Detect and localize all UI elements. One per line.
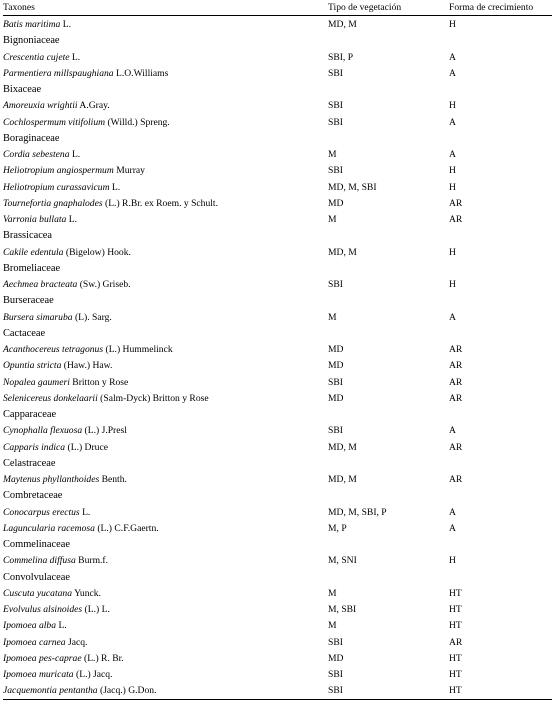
- taxon-cell: [3, 521, 159, 537]
- species-row: [3, 553, 552, 569]
- species-author: L.: [58, 620, 67, 632]
- growth-form-cell: AR: [449, 214, 463, 225]
- taxon-cell: [3, 586, 101, 602]
- taxon-cell: [3, 245, 131, 261]
- growth-form-cell: AR: [449, 197, 463, 209]
- taxon-cell: [3, 553, 108, 569]
- species-row: [3, 98, 552, 114]
- species-author: (L.) R.Br. ex Roem. y Schult.: [105, 197, 218, 209]
- family-name: Commelinaceae: [3, 539, 70, 550]
- species-author: (L.) R. Br.: [84, 652, 124, 664]
- family-row: [3, 82, 552, 98]
- species-row: [3, 50, 552, 66]
- family-row: [3, 407, 552, 423]
- species-name: Conocarpus erectus: [3, 506, 80, 518]
- taxon-cell: [3, 358, 112, 374]
- family-name: Bignoniaceae: [3, 35, 60, 47]
- family-row: [3, 570, 552, 586]
- vegetation-cell: SBI: [328, 669, 343, 680]
- growth-form-cell: H: [449, 555, 456, 567]
- taxon-cell: [3, 310, 112, 326]
- species-name: Cakile edentula: [3, 246, 64, 258]
- species-row: [3, 440, 552, 456]
- vegetation-cell: M: [328, 620, 337, 632]
- species-name: Ipomoea alba: [3, 620, 57, 632]
- family-row: [3, 131, 552, 147]
- family-name: Capparaceae: [3, 409, 57, 420]
- species-name: Selenicereus donkelaarii: [3, 392, 98, 404]
- species-author: A.Gray.: [79, 100, 110, 112]
- taxon-cell: [3, 683, 156, 699]
- species-row: [3, 602, 552, 618]
- species-row: [3, 277, 552, 293]
- species-name: Ipomoea pes-caprae: [3, 652, 82, 664]
- species-author: L.: [68, 214, 78, 225]
- vegetation-cell: SBI: [328, 685, 343, 697]
- species-author: Yunck.: [74, 587, 101, 599]
- species-row: [3, 586, 552, 602]
- species-name: Heliotropium curassavicum: [3, 181, 110, 193]
- species-author: (L). Sarg.: [74, 311, 112, 323]
- species-row: [3, 683, 552, 699]
- vegetation-cell: MD, M: [328, 441, 357, 453]
- species-name: Tournefortia gnaphalodes: [3, 197, 103, 209]
- species-name: Jacquemontia pentantha: [3, 685, 98, 697]
- taxon-cell: [3, 391, 209, 407]
- species-author: Murray: [116, 165, 145, 177]
- vegetation-cell: SBI: [328, 100, 343, 112]
- family-name: Combretaceae: [3, 490, 63, 502]
- growth-form-cell: HT: [449, 652, 462, 664]
- species-name: Parmentiera millspaughiana: [3, 67, 114, 79]
- species-row: [3, 423, 552, 439]
- vegetation-cell: SBI, P: [328, 51, 354, 63]
- species-row: [3, 310, 552, 326]
- family-row: [3, 456, 552, 472]
- family-name: Bixaceae: [3, 84, 42, 95]
- species-row: [3, 196, 552, 212]
- species-author: Jacq.: [68, 636, 88, 648]
- header-rule: [3, 15, 552, 16]
- species-row: [3, 521, 552, 537]
- species-name: Cochlospermum vitifolium: [3, 116, 106, 128]
- vegetation-cell: MD, M, SBI: [328, 181, 377, 193]
- species-row: [3, 163, 552, 179]
- growth-form-cell: A: [449, 311, 456, 323]
- growth-form-cell: HT: [449, 620, 462, 632]
- growth-form-cell: AR: [449, 392, 463, 404]
- species-name: Cordia sebestena: [3, 149, 70, 160]
- species-name: Batis maritima: [3, 19, 61, 30]
- species-row: [3, 667, 552, 683]
- growth-form-cell: AR: [449, 376, 463, 388]
- species-row: [3, 358, 552, 374]
- growth-form-cell: H: [449, 165, 456, 177]
- species-name: Varronia bullata: [3, 214, 67, 225]
- taxon-cell: [3, 180, 120, 196]
- species-author: (L.) Druce: [67, 441, 108, 453]
- vegetation-cell: SBI: [328, 425, 343, 437]
- vegetation-cell: M, P: [328, 522, 347, 534]
- header-vegetation: Tipo de vegetación: [328, 2, 402, 13]
- species-author: (L.) Jacq.: [76, 669, 113, 680]
- growth-form-cell: A: [449, 522, 456, 534]
- species-author: Burm.f.: [78, 555, 109, 567]
- species-row: [3, 618, 552, 634]
- vegetation-cell: M: [328, 587, 337, 599]
- species-author: (L.) J.Presl: [84, 425, 127, 437]
- species-author: (Haw.) Haw.: [63, 360, 113, 372]
- taxon-cell: [3, 342, 173, 358]
- taxon-cell: [3, 423, 127, 439]
- growth-form-cell: A: [449, 116, 456, 128]
- species-name: Commelina diffusa: [3, 555, 76, 567]
- vegetation-cell: MD: [328, 197, 344, 209]
- family-name: Boraginaceae: [3, 132, 60, 144]
- species-row: [3, 375, 552, 391]
- species-name: Maytenus phyllanthoides: [3, 474, 100, 485]
- species-row: [3, 147, 552, 163]
- species-name: Bursera simaruba: [3, 311, 73, 323]
- growth-form-cell: H: [449, 19, 456, 30]
- taxon-cell: [3, 212, 77, 228]
- species-name: Nopalea gaumeri: [3, 376, 70, 388]
- species-author: Britton y Rose: [72, 376, 129, 388]
- species-row: [3, 17, 552, 33]
- vegetation-cell: MD, M, SBI, P: [328, 506, 387, 518]
- species-name: Acanthocereus tetragonus: [3, 344, 104, 355]
- vegetation-cell: SBI: [328, 67, 343, 79]
- species-name: Ipomoea carnea: [3, 636, 66, 648]
- species-name: Crescentia cujete: [3, 51, 70, 63]
- vegetation-cell: M, SNI: [328, 555, 357, 567]
- taxon-cell: [3, 277, 131, 293]
- taxon-cell: [3, 440, 108, 456]
- species-row: [3, 66, 552, 82]
- taxon-cell: [3, 163, 145, 179]
- taxon-cell: [3, 66, 168, 82]
- vegetation-cell: SBI: [328, 279, 343, 290]
- growth-form-cell: A: [449, 149, 456, 160]
- growth-form-cell: A: [449, 506, 456, 518]
- growth-form-cell: H: [449, 246, 456, 258]
- family-row: [3, 293, 552, 309]
- family-row: [3, 537, 552, 553]
- species-author: L.: [62, 19, 71, 30]
- taxon-cell: [3, 196, 218, 212]
- species-name: Ipomoea muricata: [3, 669, 74, 680]
- taxon-cell: [3, 618, 67, 634]
- vegetation-cell: MD: [328, 360, 344, 372]
- vegetation-cell: SBI: [328, 636, 343, 648]
- species-name: Aechmea bracteata: [3, 279, 78, 290]
- species-author: (Sw.) Griseb.: [79, 279, 131, 290]
- species-author: L.: [71, 149, 81, 160]
- species-row: [3, 635, 552, 651]
- taxon-cell: [3, 602, 110, 618]
- family-row: [3, 488, 552, 504]
- species-row: [3, 391, 552, 407]
- species-name: Opuntia stricta: [3, 360, 62, 372]
- vegetation-cell: M: [328, 214, 337, 225]
- species-author: (Jacq.) G.Don.: [100, 685, 157, 697]
- species-row: [3, 180, 552, 196]
- family-row: [3, 326, 552, 342]
- species-name: Laguncularia racemosa: [3, 522, 95, 534]
- taxon-cell: [3, 651, 124, 667]
- growth-form-cell: AR: [449, 344, 463, 355]
- vegetation-cell: SBI: [328, 376, 343, 388]
- species-row: [3, 342, 552, 358]
- species-name: Evolvulus alsinoides: [3, 604, 83, 615]
- growth-form-cell: HT: [449, 669, 462, 680]
- taxon-cell: [3, 147, 80, 163]
- species-name: Amoreuxia wrightii: [3, 100, 78, 112]
- vegetation-cell: MD, M: [328, 19, 357, 30]
- species-author: (Willd.) Spreng.: [107, 116, 170, 128]
- taxon-cell: [3, 17, 71, 33]
- header-growth: Forma de crecimiento: [449, 2, 534, 13]
- growth-form-cell: A: [449, 67, 456, 79]
- family-name: Brassicacea: [3, 230, 53, 242]
- vegetation-cell: MD, M: [328, 474, 357, 485]
- species-name: Capparis indica: [3, 441, 66, 453]
- table-header-row: [3, 0, 552, 16]
- taxon-cell: [3, 505, 90, 521]
- family-name: Cactaceae: [3, 327, 46, 339]
- growth-form-cell: AR: [449, 474, 463, 485]
- vegetation-cell: MD: [328, 344, 344, 355]
- vegetation-cell: SBI: [328, 165, 343, 177]
- species-name: Cynophalla flexuosa: [3, 425, 83, 437]
- growth-form-cell: A: [449, 425, 456, 437]
- species-row: [3, 115, 552, 131]
- species-row: [3, 245, 552, 261]
- growth-form-cell: AR: [449, 636, 463, 648]
- species-author: (Bigelow) Hook.: [65, 246, 131, 258]
- family-name: Convolvulaceae: [3, 571, 70, 583]
- taxon-cell: [3, 98, 110, 114]
- family-name: Celastraceae: [3, 457, 56, 469]
- growth-form-cell: AR: [449, 441, 463, 453]
- taxon-cell: [3, 375, 128, 391]
- vegetation-cell: MD: [328, 652, 344, 664]
- vegetation-cell: M: [328, 149, 337, 160]
- family-name: Bromeliaceae: [3, 262, 61, 274]
- species-name: Heliotropium angiospermum: [3, 165, 114, 177]
- growth-form-cell: HT: [449, 685, 462, 697]
- species-author: Benth.: [101, 474, 127, 485]
- vegetation-cell: M: [328, 311, 337, 323]
- taxon-cell: [3, 115, 170, 131]
- species-author: L.: [71, 51, 81, 63]
- growth-form-cell: H: [449, 279, 456, 290]
- species-row: [3, 212, 552, 228]
- species-author: L.: [111, 181, 121, 193]
- species-author: L.: [82, 506, 91, 518]
- species-row: [3, 472, 552, 488]
- species-author: L.O.Williams: [116, 67, 169, 79]
- growth-form-cell: H: [449, 100, 456, 112]
- taxon-cell: [3, 667, 113, 683]
- growth-form-cell: H: [449, 181, 456, 193]
- growth-form-cell: HT: [449, 604, 462, 615]
- species-author: (L.) L.: [84, 604, 110, 615]
- vegetation-cell: M, SBI: [328, 604, 357, 615]
- header-taxon: Taxones: [3, 2, 35, 13]
- vegetation-cell: MD, M: [328, 246, 357, 258]
- vegetation-cell: SBI: [328, 116, 343, 128]
- species-author: (L.) C.F.Gaertn.: [97, 522, 159, 534]
- taxon-cell: [3, 50, 80, 66]
- growth-form-cell: HT: [449, 587, 462, 599]
- vegetation-cell: MD: [328, 392, 344, 404]
- family-row: [3, 33, 552, 49]
- species-name: Cuscuta yucatana: [3, 587, 73, 599]
- species-row: [3, 505, 552, 521]
- bottom-rule: [3, 699, 552, 700]
- family-row: [3, 261, 552, 277]
- family-row: [3, 228, 552, 244]
- taxon-cell: [3, 635, 87, 651]
- growth-form-cell: A: [449, 51, 456, 63]
- species-author: (L.) Hummelinck: [105, 344, 173, 355]
- growth-form-cell: AR: [449, 360, 463, 372]
- family-name: Burseraceae: [3, 295, 54, 307]
- species-row: [3, 651, 552, 667]
- species-author: (Salm-Dyck) Britton y Rose: [100, 392, 209, 404]
- taxon-cell: [3, 472, 127, 488]
